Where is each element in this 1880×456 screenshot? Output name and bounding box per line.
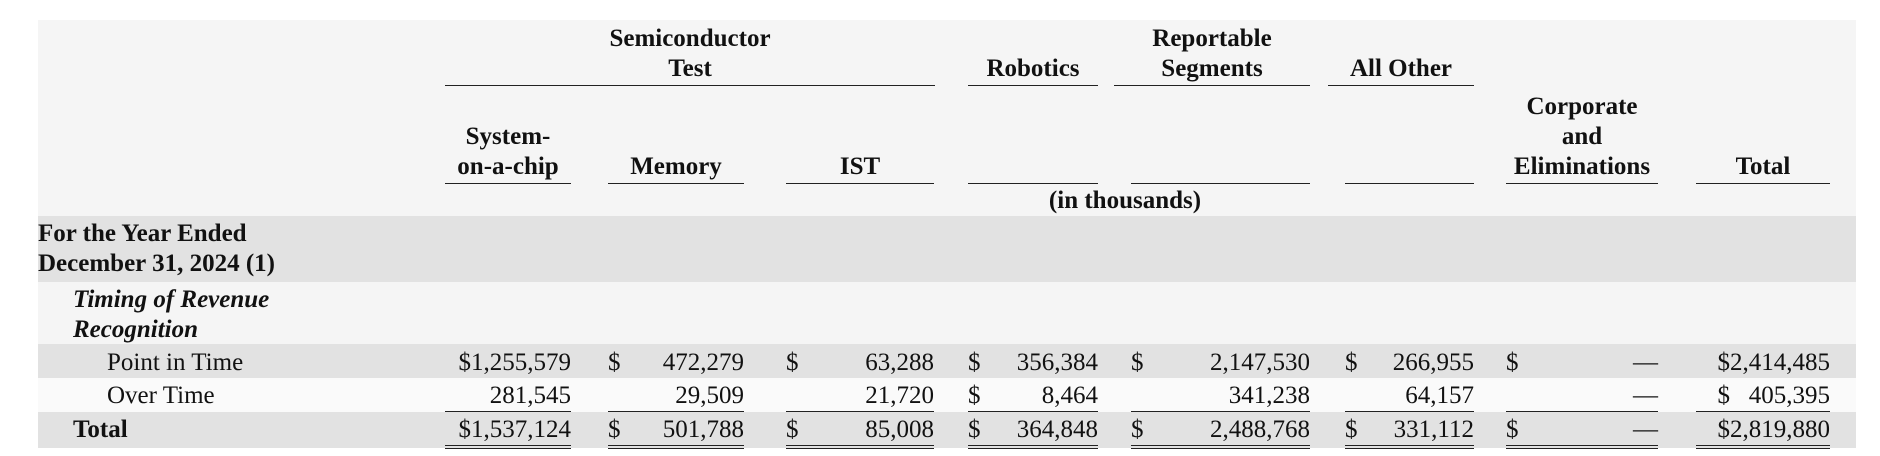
cell-total-corp-cur: $ (1506, 416, 1519, 443)
cell-point-ist: 63,288 (865, 349, 934, 376)
total-underline (1696, 183, 1830, 184)
row-label-point-in-time: Point in Time (107, 349, 244, 376)
soc-underline (445, 183, 571, 184)
cell-total-rep-cur: $ (1131, 416, 1144, 443)
cell-point-ist-cur: $ (786, 349, 799, 376)
header-semiconductor-test: Semiconductor Test (609, 25, 771, 82)
cell-point-oth: 266,955 (1392, 349, 1474, 376)
cell-point-rep: 2,147,530 (1210, 349, 1310, 376)
period-band-shade (38, 216, 1856, 282)
timing-label: Timing of Revenue Recognition (73, 286, 270, 343)
cell-point-rob: 356,384 (1016, 349, 1098, 376)
cell-over-soc: 281,545 (445, 381, 571, 412)
cell-total-rob-cur: $ (968, 416, 981, 443)
corporate-underline (1506, 183, 1658, 184)
memory-underline (608, 183, 744, 184)
header-reportable-segments: Reportable Segments (1152, 25, 1272, 82)
timing-band (38, 282, 1856, 344)
cell-point-rob-cur: $ (968, 349, 981, 376)
cell-total-oth: 331,112 (1345, 415, 1474, 449)
cell-total-ist: 85,008 (786, 415, 934, 449)
all-other-underline (1328, 85, 1474, 86)
ist-underline (786, 183, 934, 184)
cell-over-rob: 8,464 (968, 381, 1098, 412)
all-other-blank-underline (1345, 183, 1474, 184)
cell-point-corp: — (1633, 349, 1658, 376)
row-label-over-time: Over Time (107, 382, 215, 409)
cell-total-rob: 364,848 (968, 415, 1098, 449)
cell-over-rob-cur: $ (968, 382, 981, 409)
cell-total-corp: — (1506, 415, 1658, 449)
row-label-total: Total (73, 416, 128, 443)
cell-point-rep-cur: $ (1131, 349, 1144, 376)
cell-point-corp-cur: $ (1506, 349, 1519, 376)
cell-over-oth: 64,157 (1345, 381, 1474, 412)
cell-total-mem: 501,788 (608, 415, 744, 449)
reportable-blank-underline (1131, 183, 1310, 184)
cell-total-mem-cur: $ (608, 416, 621, 443)
semiconductor-underline (445, 85, 935, 86)
cell-point-soc: $1,255,579 (458, 349, 571, 376)
cell-point-mem: 472,279 (662, 349, 744, 376)
reportable-underline (1114, 85, 1310, 86)
header-ist: IST (839, 153, 881, 180)
cell-over-ist: 21,720 (786, 381, 934, 412)
robotics-underline (968, 85, 1098, 86)
header-all-other: All Other (1349, 55, 1453, 82)
cell-point-mem-cur: $ (608, 349, 621, 376)
cell-total-total: $2,819,880 (1696, 415, 1830, 449)
cell-point-total: $2,414,485 (1717, 349, 1830, 376)
period-label: For the Year Ended December 31, 2024 (1) (38, 220, 275, 277)
units-note: (in thousands) (1048, 187, 1202, 214)
cell-point-oth-cur: $ (1345, 349, 1358, 376)
header-memory: Memory (630, 153, 722, 180)
cell-total-oth-cur: $ (1345, 416, 1358, 443)
cell-total-rep: 2,488,768 (1131, 415, 1310, 449)
header-robotics: Robotics (986, 55, 1080, 82)
cell-over-corp: — (1506, 381, 1658, 412)
cell-over-rep: 341,238 (1131, 381, 1310, 412)
cell-total-ist-cur: $ (786, 416, 799, 443)
cell-over-total: $ 405,395 (1696, 381, 1830, 412)
cell-over-mem: 29,509 (608, 381, 744, 412)
robotics-blank-underline (968, 183, 1098, 184)
cell-total-soc: $1,537,124 (445, 415, 571, 449)
header-system-on-a-chip: System- on-a-chip (457, 123, 559, 180)
header-total: Total (1735, 153, 1791, 180)
header-corporate-eliminations: Corporate and Eliminations (1513, 93, 1651, 180)
